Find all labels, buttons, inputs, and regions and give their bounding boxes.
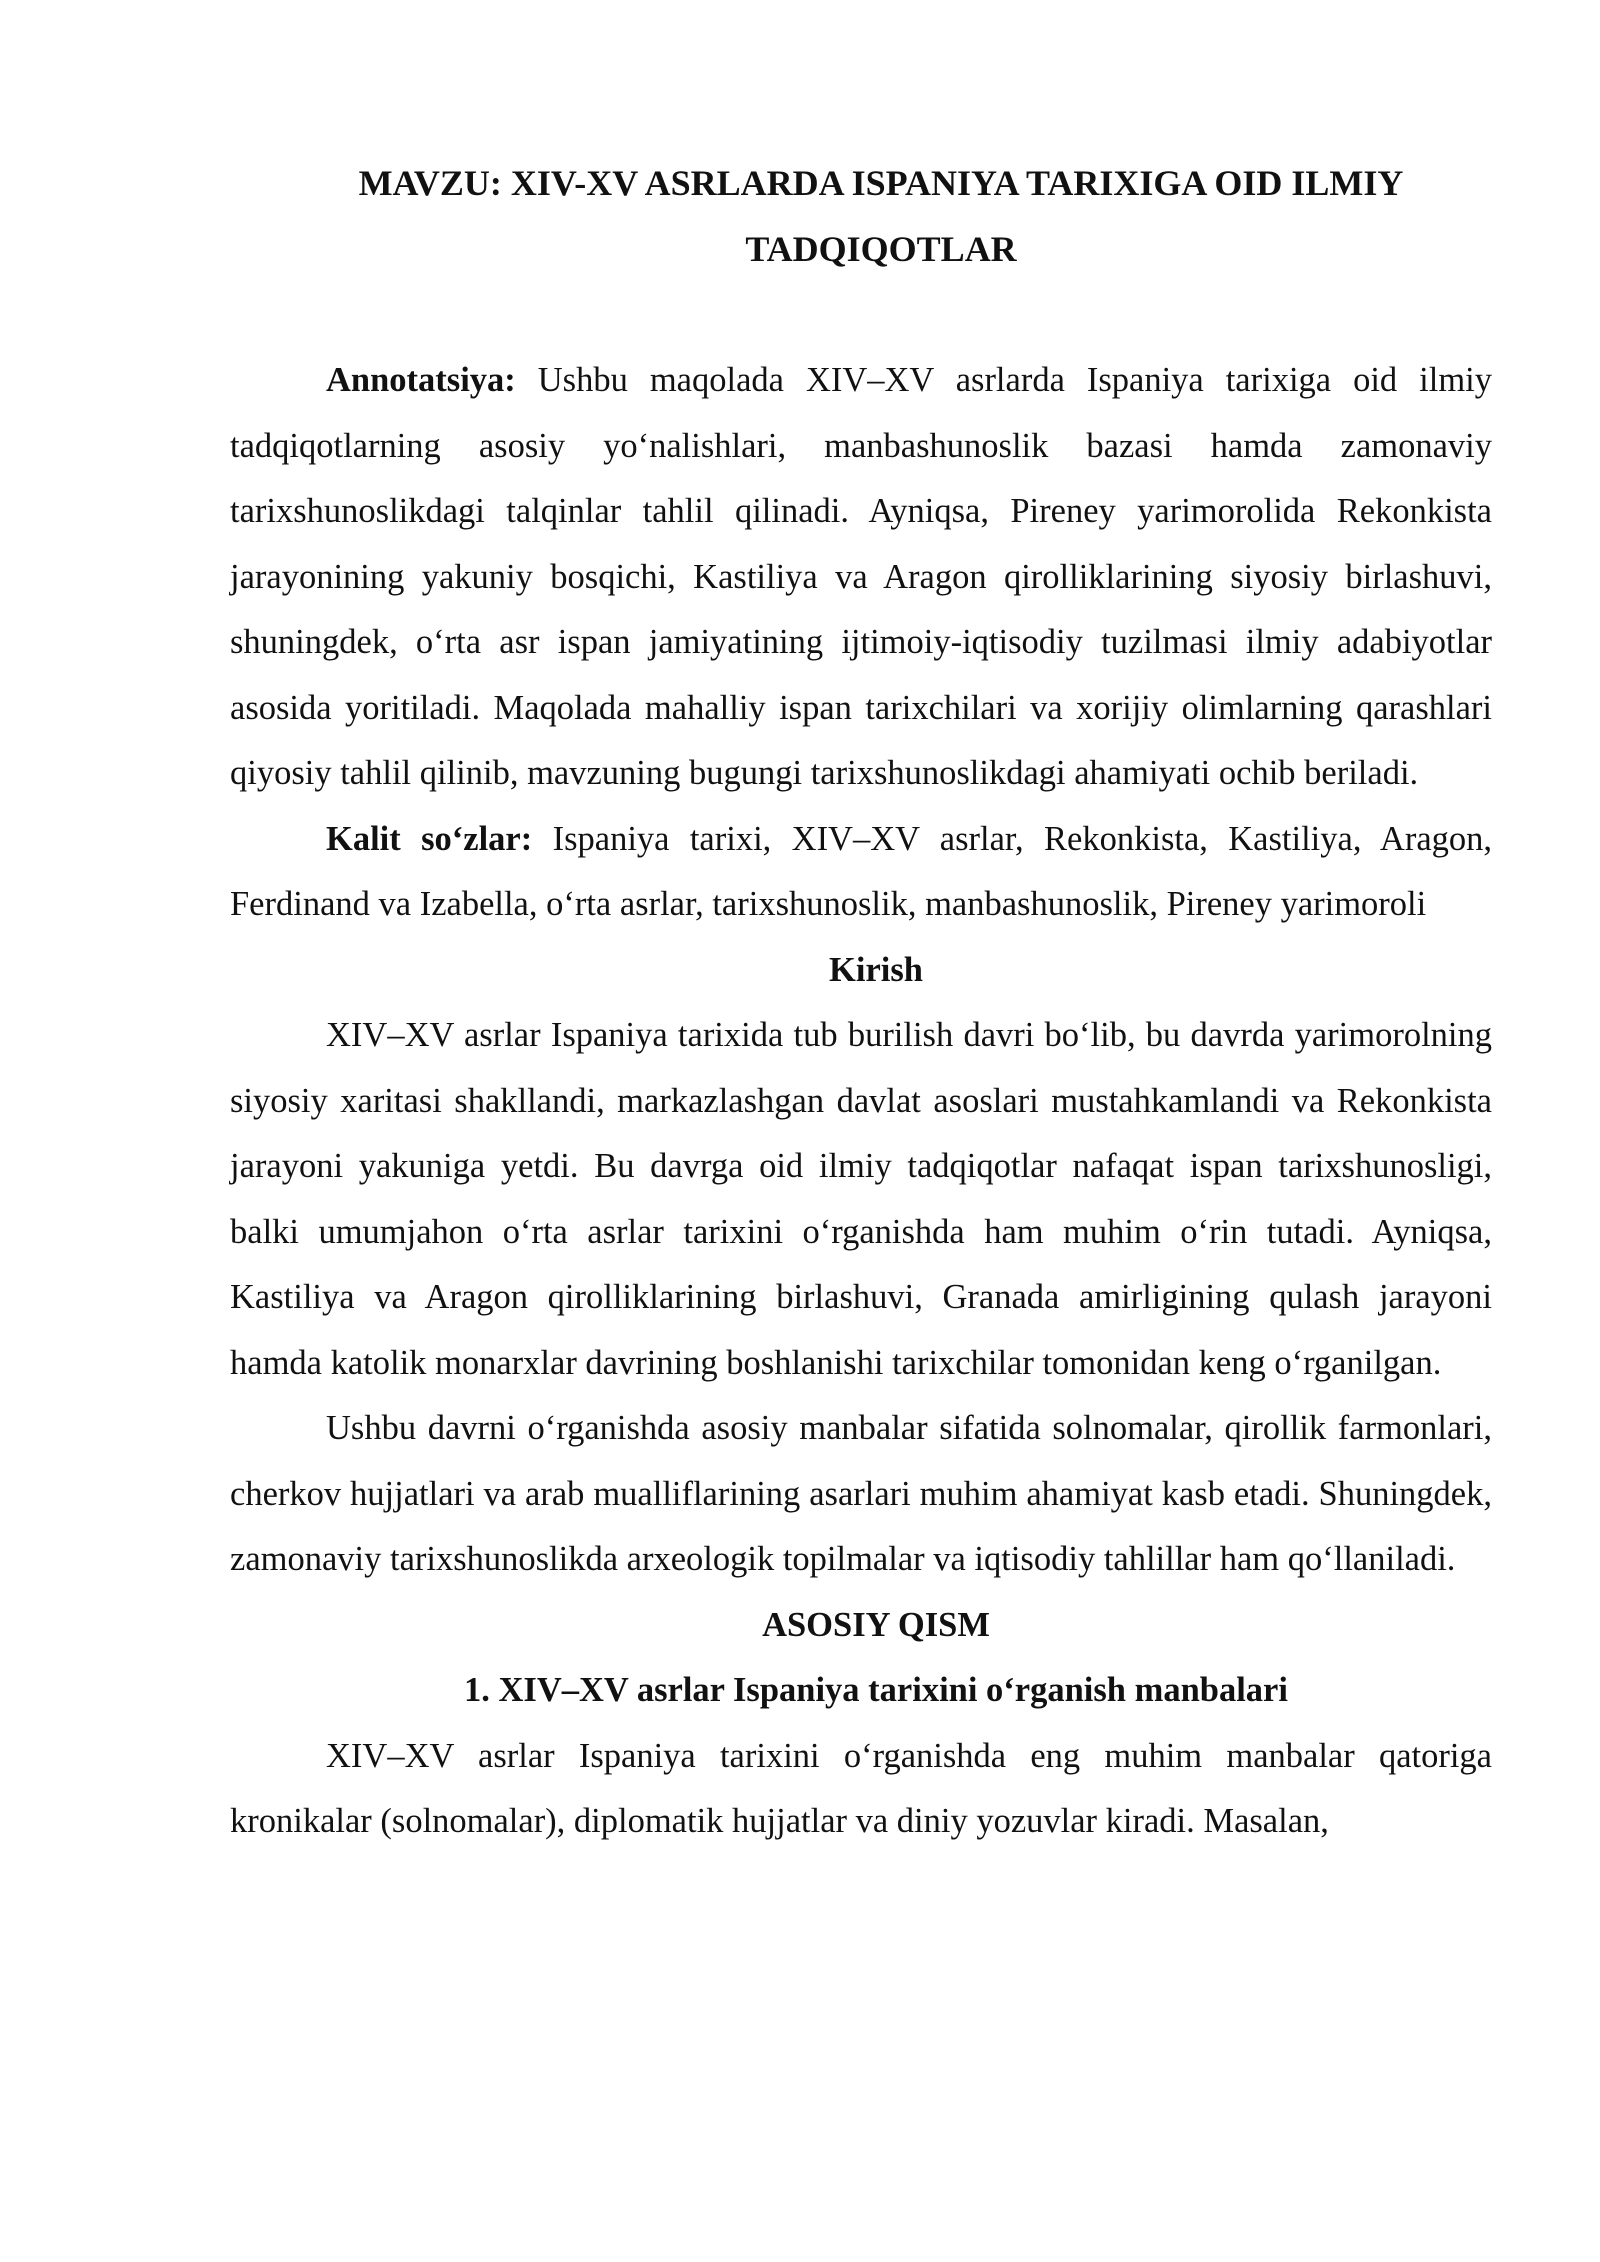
title-line-1: MAVZU: XIV-XV ASRLARDA ISPANIYA TARIXIGA OID ILMIY: [358, 163, 1404, 203]
annotation-text: Ushbu maqolada XIV–XV asrlarda Ispaniya tarixiga oid ilmiy tadqiqotlarning asosiy yo‘nalishlari, manbashunoslik bazasi hamda zamonaviy tarixshunoslikdagi talqinlar tahlil qilinadi. Ayniqsa, Pireney yarimorolida Rekonkista jarayonining yakuniy bosqichi, Kastiliya va Aragon qirolliklarining siyosiy birlashuvi, shuningdek, o‘rta asr ispan jamiyatining ijtimoiy-iqtisodiy tuzilmasi ilmiy adabiyotlar asosida yoritiladi. Maqolada mahalliy ispan tarixchilari va xorijiy olimlarning qarashlari qiyosiy tahlil qilinib, mavzuning bugungi tarixshunoslikdagi ahamiyati ochib beriladi.: [230, 361, 1492, 792]
intro-heading: Kirish: [829, 950, 923, 989]
document-page: [230, 150, 1492, 1855]
keywords-paragraph: [230, 807, 1492, 938]
intro-paragraph-2: Ushbu davrni o‘rganishda asosiy manbalar sifatida solnomalar, qirollik farmonlari, cherkov hujjatlari va arab mualliflarining asarlari muhim ahamiyat kasb etadi. Shuningdek, zamonaviy tarixshunoslikda arxeologik topilmalar va iqtisodiy tahlillar ham qo‘llaniladi.: [230, 1409, 1492, 1578]
keywords-label: Kalit so‘zlar:: [326, 819, 533, 858]
annotation-paragraph: [230, 348, 1492, 807]
title-spacer: [230, 282, 1492, 348]
title-line-2: TADQIQOTLAR: [745, 229, 1017, 269]
main-heading: ASOSIY QISM: [762, 1605, 990, 1644]
section-1-heading: 1. XIV–XV asrlar Ispaniya tarixini o‘rganish manbalari: [464, 1671, 1288, 1709]
section-1-paragraph: XIV–XV asrlar Ispaniya tarixini o‘rganishda eng muhim manbalar qatoriga kronikalar (solnomalar), diplomatik hujjatlar va diniy yozuvlar kiradi. Masalan,: [230, 1736, 1492, 1840]
keywords-text: Ispaniya tarixi, XIV–XV asrlar, Rekonkista, Kastiliya, Aragon, Ferdinand va Izabella, o‘rta asrlar, tarixshunoslik, manbashunoslik, Pireney yarimoroli: [230, 819, 1493, 923]
document-title: [230, 150, 1492, 282]
annotation-label: Annotatsiya:: [326, 361, 516, 399]
intro-paragraph-1: XIV–XV asrlar Ispaniya tarixida tub burilish davri bo‘lib, bu davrda yarimorolning siyosiy xaritasi shakllandi, markazlashgan davlat asoslari mustahkamlandi va Rekonkista jarayoni yakuniga yetdi. Bu davrga oid ilmiy tadqiqotlar nafaqat ispan tarixshunosligi, balki umumjahon o‘rta asrlar tarixini o‘rganishda ham muhim o‘rin tutadi. Ayniqsa, Kastiliya va Aragon qirolliklarining birlashuvi, Granada amirligining qulash jarayoni hamda katolik monarxlar davrining boshlanishi tarixchilar tomonidan keng o‘rganilgan.: [230, 1016, 1492, 1382]
